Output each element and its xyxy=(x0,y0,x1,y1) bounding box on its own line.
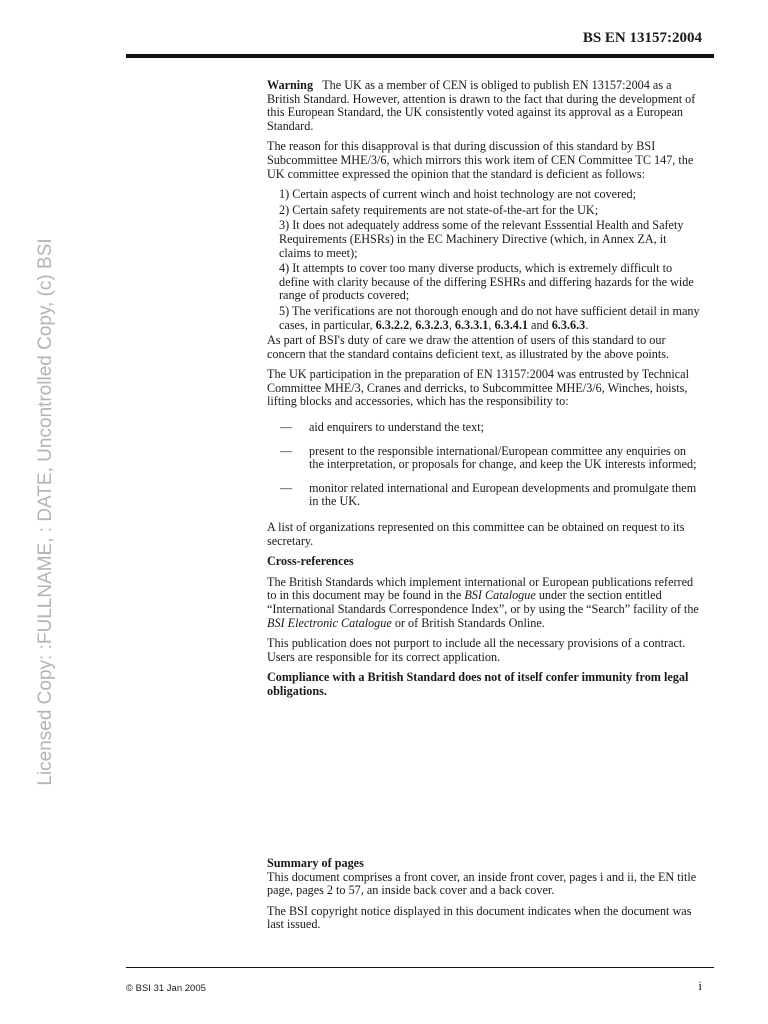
list-item xyxy=(267,445,701,472)
bsi-catalogue-title: BSI Catalogue xyxy=(464,588,536,603)
warning-paragraph xyxy=(267,79,701,133)
duty-paragraph: As part of BSI's duty of care we draw the attention of users of this standard to our concern that the standard contains deficient text, as illustrated by the above points. xyxy=(267,333,670,361)
cross-ref-text: under the section entitled “International Standards Correspondence Index”, or by using the “Search” facility of the xyxy=(267,588,699,616)
separator: , xyxy=(448,317,452,332)
list-item-text: aid enquirers to understand the text; xyxy=(309,420,484,435)
organizations-paragraph: A list of organizations represented on this committee can be obtained on request to its secretary. xyxy=(267,520,685,548)
summary-section xyxy=(267,857,701,939)
responsibility-list xyxy=(267,421,701,509)
summary-paragraph: This document comprises a front cover, an inside front cover, pages i and ii, the EN title page, pages 2 to 57, an inside back cover and a back cover. xyxy=(267,869,697,898)
bsi-electronic-catalogue-title: BSI Electronic Catalogue xyxy=(267,615,392,630)
cross-references-heading: Cross-references xyxy=(267,554,354,569)
clause-ref: 6.3.4.1 xyxy=(494,317,528,332)
list-item: 2) Certain safety requirements are not state-of-the-art for the UK; xyxy=(279,202,599,217)
separator: , xyxy=(488,317,492,332)
licence-watermark: Licensed Copy: :FULLNAME, : DATE, Uncontrolled Copy, (c) BSI xyxy=(35,238,56,786)
summary-heading: Summary of pages xyxy=(267,856,364,870)
clause-ref: 6.3.2.3 xyxy=(415,317,449,332)
compliance-statement: Compliance with a British Standard does not of itself confer immunity from legal obligations. xyxy=(267,670,689,698)
reason5-text: 5) The verifications are not thorough enough and do not have sufficient detail in many cases, in particular, xyxy=(279,303,700,332)
dash-bullet: — xyxy=(280,443,293,458)
list-item: 3) It does not adequately address some of the relevant Esssential Health and Safety Requirements (EHSRs) in the EC Machinery Directive (which, in Annex ZA, it claims to meet); xyxy=(279,218,684,260)
dash-bullet: — xyxy=(280,420,293,435)
header-rule xyxy=(126,54,714,58)
and-word: and xyxy=(531,317,549,332)
footer-copyright: © BSI 31 Jan 2005 xyxy=(126,983,206,994)
clause-ref: 6.3.6.3 xyxy=(551,317,586,332)
cross-references-paragraph xyxy=(267,576,701,630)
provisions-paragraph: This publication does not purport to include all the necessary provisions of a contract. Users are responsible for its correct application. xyxy=(267,636,686,664)
list-item-text: monitor related international and European developments and promulgate them in the UK. xyxy=(309,480,697,509)
main-content xyxy=(267,79,701,706)
copyright-notice-paragraph: The BSI copyright notice displayed in this document indicates when the document was last issued. xyxy=(267,903,692,932)
list-item xyxy=(267,421,701,435)
warning-text: The UK as a member of CEN is obliged to publish EN 13157:2004 as a British Standard. However, attention is drawn to the fact that during the development of this European Standard, the UK consistently voted against its approval as a European Standard. xyxy=(267,78,696,133)
warning-label: Warning xyxy=(267,78,314,92)
clause-ref: 6.3.3.1 xyxy=(454,317,489,332)
dash-bullet: — xyxy=(280,480,293,495)
deficiency-list xyxy=(279,188,701,332)
list-item: 4) It attempts to cover too many diverse products, which is extremely difficult to define with clarity because of the differing ESHRs and differing hazards for the wide range of products covered; xyxy=(279,261,694,303)
cross-ref-text: or of British Standards Online. xyxy=(394,615,545,630)
list-item xyxy=(279,305,701,332)
standard-id: BS EN 13157:2004 xyxy=(582,30,702,46)
list-item xyxy=(267,482,701,509)
footer-rule xyxy=(126,967,714,968)
list-item-text: present to the responsible international/European committee any enquiries on the interpretation, or proposals for change, and keep the UK interests informed; xyxy=(309,443,697,472)
page-number: i xyxy=(698,978,702,993)
list-item: 1) Certain aspects of current winch and hoist technology are not covered; xyxy=(279,187,637,202)
cross-ref-text: The British Standards which implement international or European publications referred to in this document may be found in the xyxy=(267,574,694,603)
participation-paragraph: The UK participation in the preparation of EN 13157:2004 was entrusted by Technical Committee MHE/3, Cranes and derricks, to Subcommittee MHE/3/6, Winches, hoists, lifting blocks and accessories, which has the responsibility to: xyxy=(267,367,689,409)
clause-ref: 6.3.2.2 xyxy=(375,317,410,332)
disapproval-paragraph: The reason for this disapproval is that during discussion of this standard by BSI Subcommittee MHE/3/6, which mirrors this work item of CEN Committee TC 147, the UK committee expressed the opinion that the standard is deficient as follows: xyxy=(267,139,694,181)
separator: , xyxy=(409,317,413,332)
end-mark: . xyxy=(585,317,589,332)
